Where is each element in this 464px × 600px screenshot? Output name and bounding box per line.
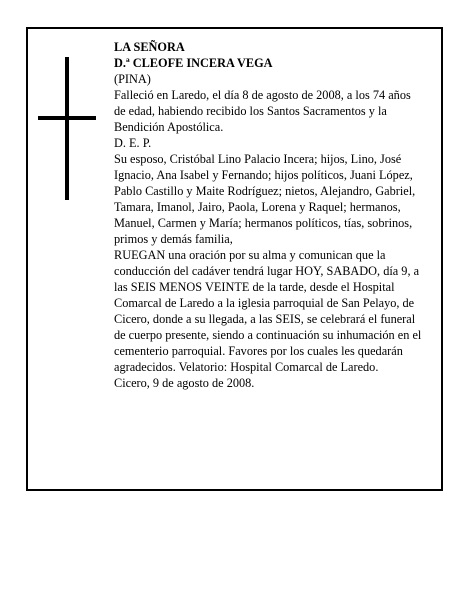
- obituary-notice: [26, 27, 443, 491]
- place-date: Cicero, 9 de agosto de 2008.: [114, 376, 255, 390]
- cross-icon: [38, 57, 96, 200]
- deceased-nickname: (PINA): [114, 72, 151, 86]
- notice-title: LA SEÑORA: [114, 40, 185, 54]
- family-list: Su esposo, Cristóbal Lino Palacio Incera; hijos, Lino, José Ignacio, Ana Isabel y Fernando; hijos políticos, Juani López, Pablo Castillo y Maite Rodríguez; nietos, Alejandro, Gabriel, Tamara, Imanol, Jairo, Paola, Lorena y Raquel; hermanos, Manuel, Carmen y María; hermanos políticos, tías, sobrinos, primos y demás familia,: [114, 152, 416, 246]
- deceased-name: D.ª CLEOFE INCERA VEGA: [114, 56, 273, 70]
- notice-text: [114, 39, 424, 391]
- dep-line: D. E. P.: [114, 136, 152, 150]
- funeral-request: RUEGAN una oración por su alma y comunican que la conducción del cadáver tendrá lugar HOY, SABADO, día 9, a las SEIS MENOS VEINTE de la tarde, desde el Hospital Comarcal de Laredo a la iglesia parroquial de San Pelayo, de Cicero, donde a su llegada, a las SEIS, se celebrará el funeral de cuerpo presente, siendo a continuación su inhumación en el cementerio parroquial. Favores por los cuales les quedarán agradecidos. Velatorio: Hospital Comarcal de Laredo.: [114, 248, 422, 374]
- death-statement: Falleció en Laredo, el día 8 de agosto de 2008, a los 74 años de edad, habiendo recibido los Santos Sacramentos y la Bendición Apostólica.: [114, 88, 411, 134]
